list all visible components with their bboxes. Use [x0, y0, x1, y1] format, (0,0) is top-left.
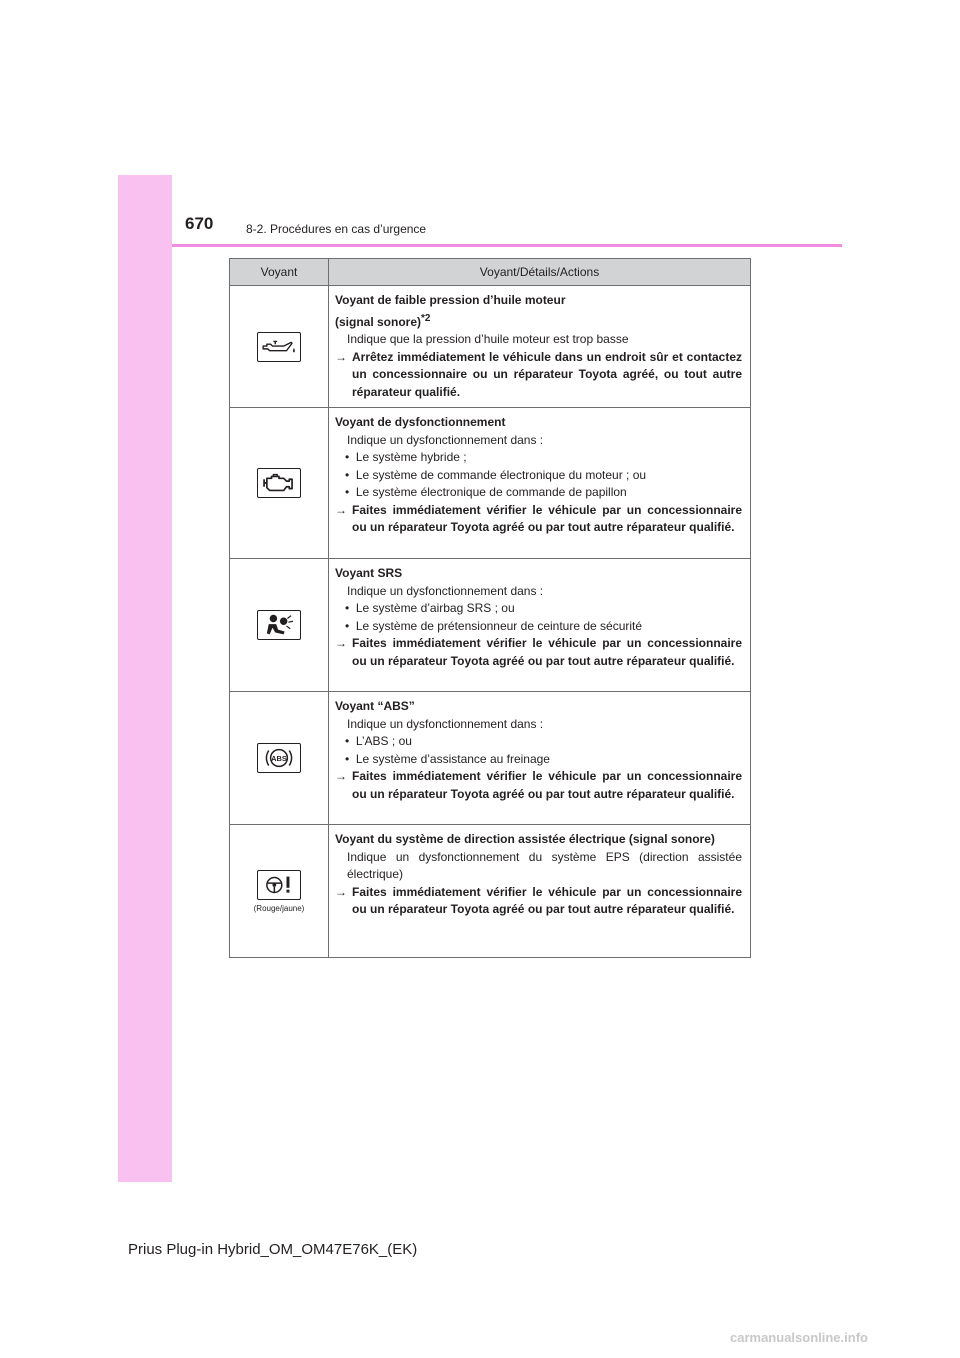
warning-lights-table: [229, 258, 751, 958]
arrow-icon: →: [335, 636, 347, 650]
action-text: Faites immédiatement vérifier le véhicule par un concessionnaire ou un réparateur Toyota agréé ou par tout autre réparateur qualifié.: [352, 769, 742, 801]
description-cell: [329, 825, 751, 958]
table-header-row: [230, 259, 751, 286]
abs-icon: [257, 743, 301, 773]
action-text: Arrêtez immédiatement le véhicule dans un endroit sûr et contactez un concessionnaire ou un réparateur Toyota agréé, ou tout autre réparateur qualifié.: [352, 349, 742, 399]
header-rule: [172, 244, 842, 247]
footer-label: Prius Plug-in Hybrid_OM_OM47E76K_(EK): [128, 1241, 418, 1258]
column-header-voyant: Voyant: [230, 259, 329, 286]
section-title: 8-2. Procédures en cas d’urgence: [246, 222, 427, 236]
row-action: [335, 349, 742, 402]
check-engine-icon: [257, 468, 301, 498]
description-cell: [329, 559, 751, 692]
row-intro: Indique un dysfonctionnement dans :: [347, 432, 544, 447]
column-header-details: Voyant/Détails/Actions: [329, 259, 751, 286]
arrow-icon: →: [335, 502, 347, 517]
list-item-text: Le système électronique de commande de papillon: [355, 485, 627, 499]
row-title: Voyant de faible pression d’huile moteur: [335, 293, 566, 307]
table-row: [230, 286, 751, 408]
description-cell: [329, 408, 751, 559]
row-intro: Indique un dysfonctionnement dans :: [347, 583, 544, 598]
side-tab-band: [118, 175, 172, 1182]
icon-cell: [230, 692, 329, 825]
oil-pressure-icon: [257, 332, 301, 362]
icon-cell: [230, 408, 329, 559]
row-title-line2: [335, 310, 742, 332]
action-text: Faites immédiatement vérifier le véhicule par un concessionnaire ou un réparateur Toyota agréé ou par tout autre réparateur qualifié.: [352, 502, 742, 534]
action-text: Faites immédiatement vérifier le véhicule par un concessionnaire ou un réparateur Toyota agréé ou par tout autre réparateur qualifié.: [352, 636, 742, 668]
table-row: [230, 408, 751, 559]
table-row: [230, 825, 751, 958]
srs-airbag-icon: [257, 610, 301, 640]
row-intro: Indique que la pression d’huile moteur est trop basse: [347, 332, 629, 346]
description-cell: [329, 692, 751, 825]
table-row: [230, 559, 751, 692]
icon-cell: [230, 286, 329, 408]
row-action: [335, 884, 742, 919]
abs-icon-text: ABS: [271, 753, 287, 763]
row-intro: Indique un dysfonctionnement dans :: [347, 716, 544, 731]
list-item: • Le système hybride ;: [345, 450, 467, 464]
row-title: Voyant SRS: [335, 566, 403, 580]
list-item: • Le système électronique de commande de papillon: [345, 485, 627, 499]
footnote-marker: *2: [421, 312, 431, 324]
arrow-icon: →: [335, 884, 347, 899]
row-action: [335, 635, 742, 670]
arrow-icon: →: [335, 349, 347, 364]
page-number: 670: [185, 214, 214, 233]
description-cell: [329, 286, 751, 408]
list-item: • Le système d’airbag SRS ; ou: [345, 601, 515, 615]
list-item: • Le système de commande électronique du moteur ; ou: [345, 467, 647, 482]
icon-cell: [230, 559, 329, 692]
row-title: Voyant de dysfonctionnement: [335, 415, 506, 429]
list-item-text: Le système de commande électronique du moteur ; ou: [355, 467, 647, 482]
list-item-text: Le système hybride ;: [355, 450, 467, 464]
list-item: • L’ABS ; ou: [345, 734, 412, 748]
icon-caption: (Rouge/jaune): [253, 903, 305, 913]
list-item-text: L’ABS ; ou: [355, 734, 412, 748]
row-title: Voyant “ABS”: [335, 699, 415, 713]
list-item-text: Le système d’airbag SRS ; ou: [355, 601, 515, 615]
row-action: [335, 502, 742, 537]
steering-warning-icon: [257, 870, 301, 900]
arrow-icon: →: [335, 769, 347, 783]
row-action: [335, 768, 742, 803]
list-item: • Le système de prétensionneur de ceinture de sécurité: [345, 618, 643, 633]
watermark[interactable]: carmanualsonline.info: [730, 1330, 868, 1345]
row-title-text: (signal sonore): [335, 314, 422, 329]
list-item: • Le système d’assistance au freinage: [345, 751, 550, 766]
row-title: Voyant du système de direction assistée électrique (signal sonore): [335, 832, 715, 846]
list-item-text: Le système d’assistance au freinage: [355, 751, 550, 766]
row-intro: Indique un dysfonctionnement du système EPS (direction assistée électrique): [347, 849, 742, 881]
icon-cell: [230, 825, 329, 958]
list-item-text: Le système de prétensionneur de ceinture de sécurité: [355, 618, 643, 633]
action-text: Faites immédiatement vérifier le véhicule par un concessionnaire ou un réparateur Toyota agréé ou par tout autre réparateur qualifié.: [352, 884, 742, 916]
table-row: [230, 692, 751, 825]
